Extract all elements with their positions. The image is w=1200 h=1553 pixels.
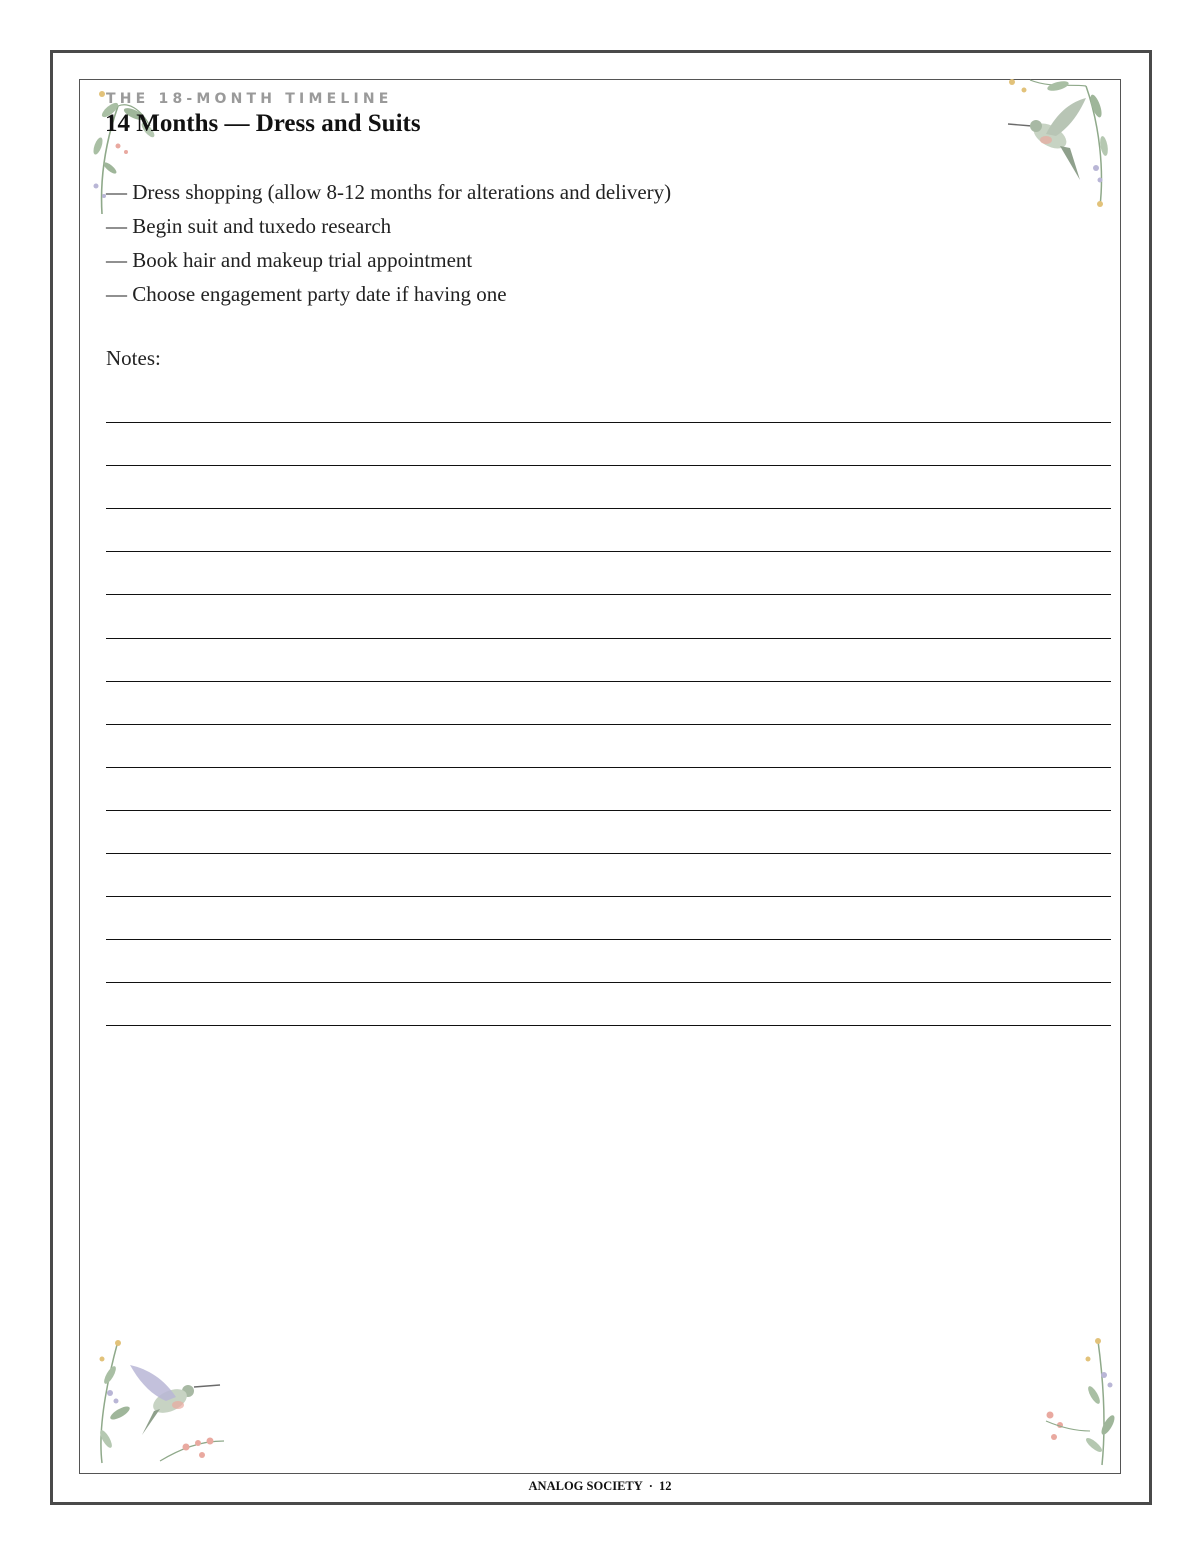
hummingbird-floral-icon [1000, 76, 1115, 211]
note-line[interactable] [106, 1025, 1111, 1026]
task-list [106, 178, 671, 314]
note-line[interactable] [106, 638, 1111, 639]
note-line[interactable] [106, 982, 1111, 983]
page-footer [0, 1479, 1200, 1494]
note-line[interactable] [106, 896, 1111, 897]
footer-brand: ANALOG SOCIETY [528, 1479, 643, 1493]
list-item: — Begin suit and tuxedo research [106, 214, 392, 238]
note-line[interactable] [106, 594, 1111, 595]
note-line[interactable] [106, 810, 1111, 811]
footer-separator: · [648, 1479, 653, 1493]
notes-label: Notes: [106, 346, 161, 370]
note-line[interactable] [106, 465, 1111, 466]
note-line[interactable] [106, 767, 1111, 768]
note-line[interactable] [106, 681, 1111, 682]
note-line[interactable] [106, 551, 1111, 552]
page-number: 12 [658, 1479, 672, 1493]
note-line[interactable] [106, 853, 1111, 854]
note-line[interactable] [106, 508, 1111, 509]
note-line[interactable] [106, 724, 1111, 725]
note-line[interactable] [106, 939, 1111, 940]
list-item: — Choose engagement party date if having one [106, 282, 507, 306]
note-line[interactable] [106, 422, 1111, 423]
list-item: — Dress shopping (allow 8-12 months for alterations and delivery) [106, 180, 672, 204]
page-title: 14 Months — Dress and Suits [105, 110, 421, 137]
list-item: — Book hair and makeup trial appointment [106, 248, 473, 272]
floral-sprig-icon [1040, 1335, 1120, 1467]
hummingbird-floral-icon [90, 1335, 230, 1467]
section-kicker: THE 18-MONTH TIMELINE [106, 91, 393, 107]
